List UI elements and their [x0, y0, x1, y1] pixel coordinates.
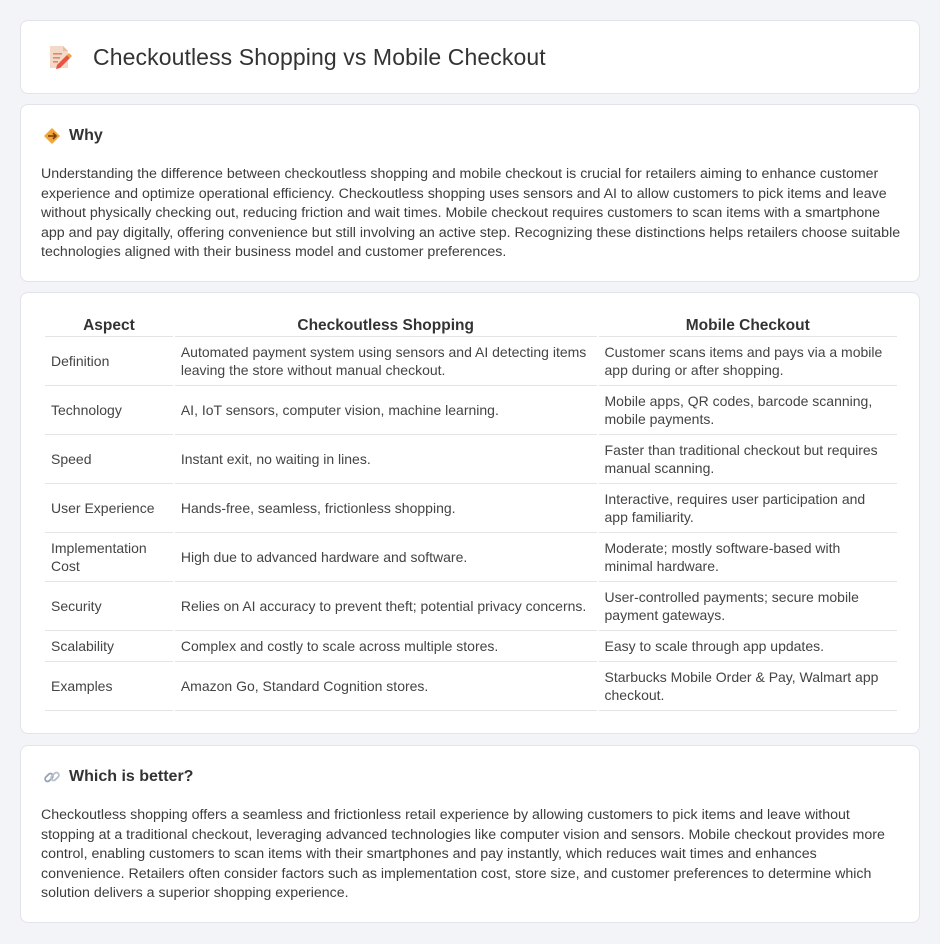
why-card	[20, 104, 920, 282]
page-title: Checkoutless Shopping vs Mobile Checkout	[93, 43, 546, 70]
table-row	[45, 631, 897, 662]
which-is-better-card	[20, 745, 920, 923]
aspect-cell: Technology	[45, 386, 173, 435]
checkoutless-cell: Complex and costly to scale across multiple stores.	[175, 631, 597, 662]
aspect-cell: Scalability	[45, 631, 173, 662]
which-is-better-body: Checkoutless shopping offers a seamless and frictionless retail experience by allowing customers to pick items and leave without stopping at a traditional checkout, leveraging advanced technologies like computer vision and sensors. Mobile checkout provides more control, enabling customers to scan items with their smartphones and pay instantly, which reduces wait times and enhances convenience. Retailers often consider factors such as implementation cost, store size, and customer preferences to determine which solution delivers a superior shopping experience.	[41, 807, 885, 902]
why-body: Understanding the difference between checkoutless shopping and mobile checkout is crucial for retailers aiming to enhance customer experience and optimize operational efficiency. Checkoutless shopping uses sensors and AI to allow customers to pick items and leave without physically checking out, reducing friction and wait times. Mobile checkout requires customers to scan items with a smartphone app and pay digitally, offering convenience but still involving an active step. Recognizing these distinctions helps retailers choose suitable technologies aligned with their business model and customer preferences.	[41, 166, 901, 261]
link-icon	[43, 768, 61, 786]
title-card	[20, 20, 920, 94]
header-mobile-checkout: Mobile Checkout	[599, 315, 897, 337]
aspect-cell: User Experience	[45, 484, 173, 533]
aspect-cell: Security	[45, 582, 173, 631]
checkoutless-cell: Relies on AI accuracy to prevent theft; potential privacy concerns.	[175, 582, 597, 631]
mobile-checkout-cell: Customer scans items and pays via a mobile app during or after shopping.	[599, 337, 897, 386]
table-row	[45, 662, 897, 711]
checkoutless-cell: Instant exit, no waiting in lines.	[175, 435, 597, 484]
aspect-cell: Examples	[45, 662, 173, 711]
mobile-checkout-cell: Interactive, requires user participation and app familiarity.	[599, 484, 897, 533]
mobile-checkout-cell: Mobile apps, QR codes, barcode scanning, mobile payments.	[599, 386, 897, 435]
checkoutless-cell: High due to advanced hardware and software.	[175, 533, 597, 582]
table-row	[45, 582, 897, 631]
warning-diamond-icon	[43, 127, 61, 145]
mobile-checkout-cell: Faster than traditional checkout but requires manual scanning.	[599, 435, 897, 484]
header-aspect: Aspect	[45, 315, 173, 337]
table-header-row	[45, 315, 897, 337]
comparison-table-card	[20, 292, 920, 734]
mobile-checkout-cell: Easy to scale through app updates.	[599, 631, 897, 662]
comparison-table	[43, 315, 899, 711]
document-pencil-icon	[45, 43, 73, 71]
aspect-cell: Definition	[45, 337, 173, 386]
table-row	[45, 435, 897, 484]
table-row	[45, 386, 897, 435]
aspect-cell: Speed	[45, 435, 173, 484]
why-heading: Why	[69, 127, 103, 144]
mobile-checkout-cell: Moderate; mostly software-based with minimal hardware.	[599, 533, 897, 582]
checkoutless-cell: Automated payment system using sensors and AI detecting items leaving the store without manual checkout.	[175, 337, 597, 386]
checkoutless-cell: AI, IoT sensors, computer vision, machine learning.	[175, 386, 597, 435]
aspect-cell: Implementation Cost	[45, 533, 173, 582]
mobile-checkout-cell: Starbucks Mobile Order & Pay, Walmart app checkout.	[599, 662, 897, 711]
header-checkoutless-shopping: Checkoutless Shopping	[175, 315, 597, 337]
table-row	[45, 533, 897, 582]
mobile-checkout-cell: User-controlled payments; secure mobile payment gateways.	[599, 582, 897, 631]
table-row	[45, 484, 897, 533]
which-is-better-heading: Which is better?	[69, 768, 194, 785]
checkoutless-cell: Amazon Go, Standard Cognition stores.	[175, 662, 597, 711]
table-row	[45, 337, 897, 386]
checkoutless-cell: Hands-free, seamless, frictionless shopping.	[175, 484, 597, 533]
